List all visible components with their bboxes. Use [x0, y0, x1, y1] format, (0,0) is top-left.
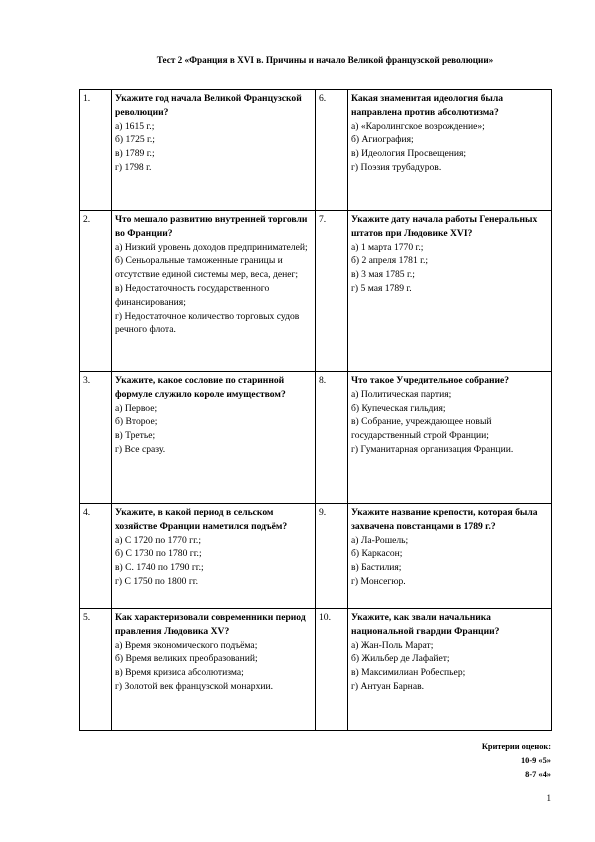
table-row — [80, 211, 552, 372]
question-cell — [348, 609, 552, 731]
answer-option: а) Ла-Рошель; — [351, 534, 409, 546]
table-row — [80, 609, 552, 731]
question-text: Укажите, в какой период в сельском хозяйстве Франции наметился подъём? — [115, 507, 288, 532]
answer-option: г) Поэзия трубадуров. — [351, 161, 442, 173]
answer-option: г) Недостаточное количество торговых судов речного флота. — [115, 310, 300, 336]
answer-option: б) Агиография; — [351, 134, 414, 146]
answer-option: г) Монсегюр. — [351, 575, 406, 587]
question-text: Укажите дату начала работы Генеральных штатов при Людовике XVI? — [351, 214, 538, 239]
answer-option: б) Время великих преобразований; — [115, 653, 258, 665]
answer-option: в) Идеология Просвещения; — [351, 148, 467, 160]
question-cell — [348, 211, 552, 372]
question-cell — [112, 609, 316, 731]
table-row — [80, 372, 552, 504]
answer-option: а) Политическая партия; — [351, 388, 452, 400]
criteria-label: Критерии оценок: — [481, 742, 551, 751]
answer-option: а) 1 марта 1770 г.; — [351, 241, 424, 253]
answer-option: б) Каркасон; — [351, 548, 403, 560]
answer-option: в) Третье; — [115, 430, 156, 442]
answer-option: в) Бастилия; — [351, 562, 402, 574]
grading-criteria — [482, 740, 551, 782]
question-number: 10. — [316, 609, 348, 731]
answer-option: в) 3 мая 1785 г.; — [351, 269, 415, 281]
answer-option: б) Второе; — [115, 416, 158, 428]
question-number: 5. — [80, 609, 112, 731]
question-number: 2. — [80, 211, 112, 372]
answer-option: г) Гуманитарная организация Франции. — [351, 443, 514, 455]
answer-option: г) Антуан Барнав. — [351, 680, 425, 692]
page-number: 1 — [546, 793, 551, 803]
answer-option: г) С 1750 по 1800 гг. — [115, 575, 199, 587]
answer-option: б) 2 апреля 1781 г.; — [351, 255, 429, 267]
question-number: 6. — [316, 90, 348, 211]
question-text: Что такое Учредительное собрание? — [351, 375, 510, 386]
test-questions-table — [79, 89, 552, 731]
answer-option: г) Золотой век французской монархии. — [115, 680, 274, 692]
answer-option: в) Собрание, учреждающее новый государственный строй Франции; — [351, 416, 492, 442]
document-title: Тест 2 «Франция в XVI в. Причины и начало Великой французской революции» — [156, 55, 494, 65]
question-cell — [348, 504, 552, 609]
table-row — [80, 90, 552, 211]
answer-option: в) С. 1740 по 1790 гг.; — [115, 562, 204, 574]
answer-option: в) Недостаточность государственного финансирования; — [115, 282, 270, 308]
question-number: 9. — [316, 504, 348, 609]
answer-option: б) 1725 г.; — [115, 134, 155, 146]
answer-option: г) Все сразу. — [115, 443, 166, 455]
answer-option: в) 1789 г.; — [115, 148, 155, 160]
answer-option: в) Время кризиса абсолютизма; — [115, 667, 244, 679]
answer-option: а) Время экономического подъёма; — [115, 639, 258, 651]
answer-option: б) С 1730 по 1780 гг.; — [115, 548, 202, 560]
question-cell — [348, 90, 552, 211]
question-number: 4. — [80, 504, 112, 609]
answer-option: в) Максимилиан Робеспьер; — [351, 667, 466, 679]
question-cell — [112, 90, 316, 211]
answer-option: б) Жильбер де Лафайет; — [351, 653, 450, 665]
question-text: Укажите, как звали начальника национальной гвардии Франции? — [351, 612, 500, 637]
question-text: Укажите название крепости, которая была захвачена повстанцами в 1789 г.? — [351, 507, 538, 532]
answer-option: а) 1615 г.; — [115, 120, 155, 132]
question-number: 8. — [316, 372, 348, 504]
answer-option: б) Сеньоральные таможенные границы и отсутствие единой системы мер, веса, денег; — [115, 255, 299, 281]
question-cell — [112, 504, 316, 609]
answer-option: г) 1798 г. — [115, 161, 152, 173]
question-text: Укажите год начала Великой Французской революции? — [115, 93, 302, 118]
question-number: 1. — [80, 90, 112, 211]
question-text: Как характеризовали современники период правления Людовика XV? — [115, 612, 306, 637]
answer-option: а) Низкий уровень доходов предпринимателей; — [115, 241, 308, 253]
criteria-line: 8-7 «4» — [525, 770, 551, 779]
table-row — [80, 504, 552, 609]
question-number: 7. — [316, 211, 348, 372]
question-number: 3. — [80, 372, 112, 504]
question-text: Укажите, какое сословие по старинной формуле служило короле имуществом? — [115, 375, 286, 400]
question-cell — [112, 211, 316, 372]
answer-option: а) Жан-Поль Марат; — [351, 639, 434, 651]
answer-option: а) «Каролингское возрождение»; — [351, 120, 485, 132]
question-cell — [348, 372, 552, 504]
question-text: Какая знаменитая идеология была направлена против абсолютизма? — [351, 93, 504, 118]
answer-option: б) Купеческая гильдия; — [351, 402, 446, 414]
question-text: Что мешало развитию внутренней торговли во Франции? — [115, 214, 308, 239]
answer-option: г) 5 мая 1789 г. — [351, 282, 412, 294]
question-cell — [112, 372, 316, 504]
criteria-line: 10-9 «5» — [520, 756, 551, 765]
answer-option: а) С 1720 по 1770 гг.; — [115, 534, 202, 546]
answer-option: а) Первое; — [115, 402, 158, 414]
